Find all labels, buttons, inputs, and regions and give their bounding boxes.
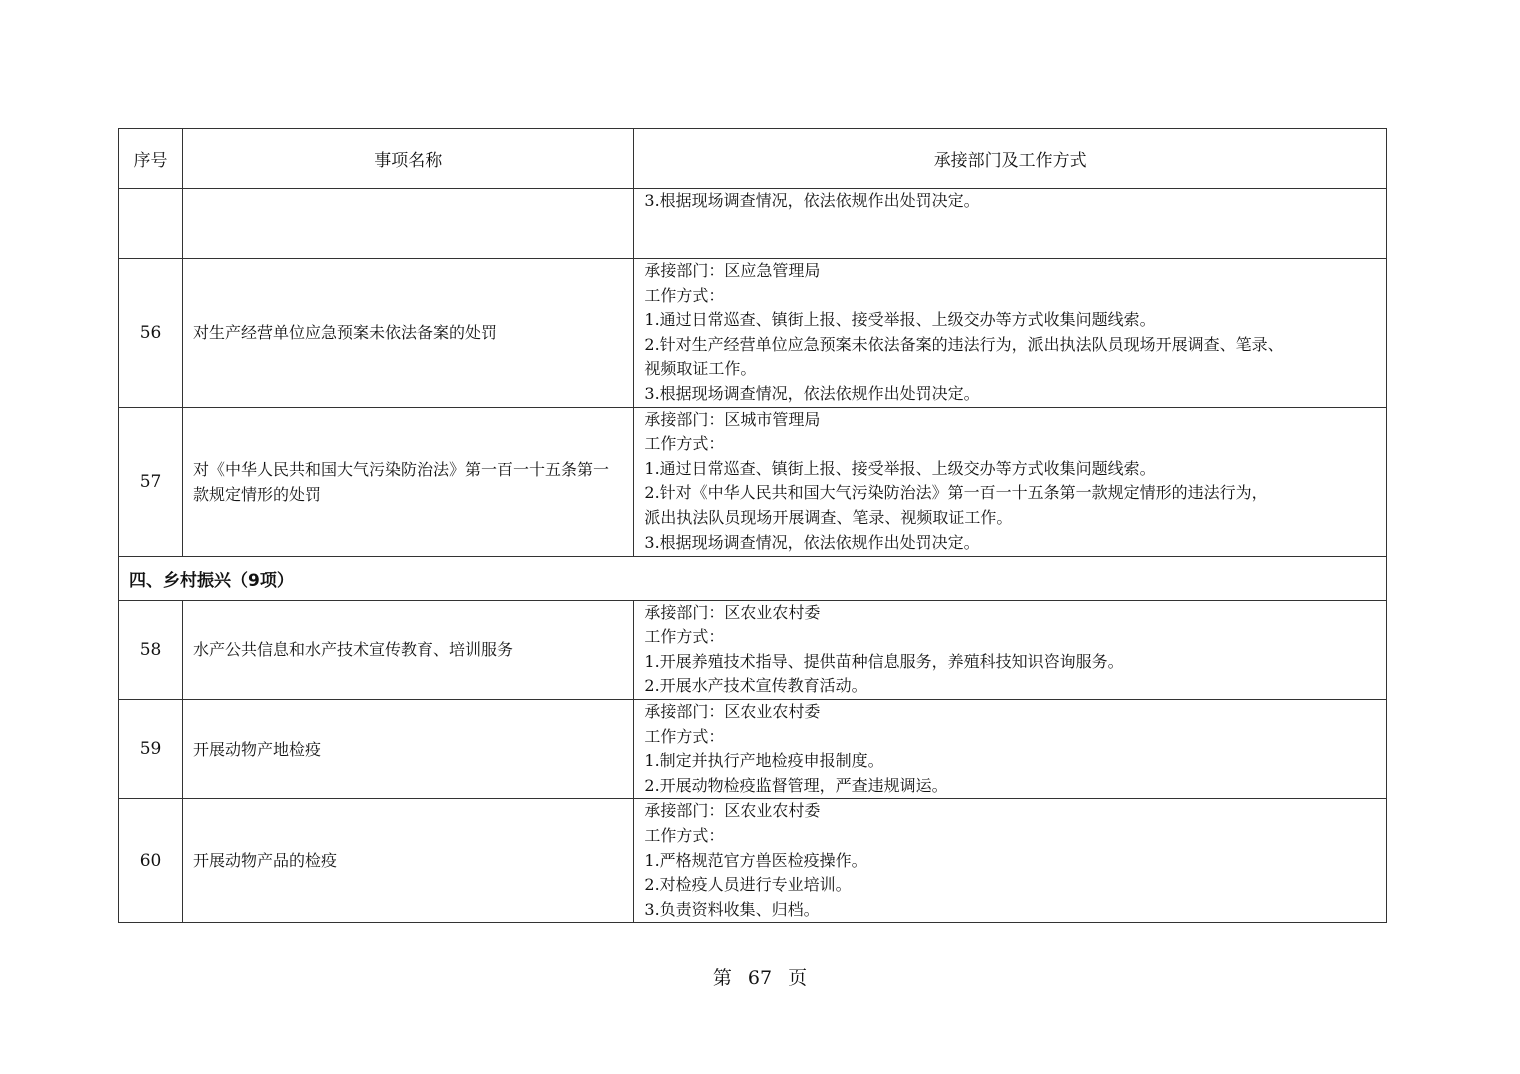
table-row — [119, 600, 1387, 699]
page-number — [0, 963, 1520, 990]
dept-line: 工作方式： — [644, 285, 725, 305]
section-row — [119, 556, 1387, 600]
dept-line: 承接部门：区农业农村委 — [644, 602, 821, 622]
dept-line: 1.制定并执行产地检疫申报制度。 — [644, 751, 884, 771]
page-suffix: 页 — [788, 967, 808, 989]
row-dept — [634, 600, 1387, 699]
row-no: 56 — [119, 259, 183, 408]
dept-line: 工作方式： — [644, 726, 725, 746]
row-dept — [634, 407, 1387, 556]
row-dept — [634, 699, 1387, 798]
row-dept — [634, 799, 1387, 923]
header-name: 事项名称 — [183, 129, 634, 189]
dept-line: 承接部门：区农业农村委 — [644, 701, 821, 721]
dept-line: 工作方式： — [644, 434, 725, 454]
dept-line: 3.根据现场调查情况，依法依规作出处罚决定。 — [644, 191, 980, 210]
items-table — [118, 128, 1387, 923]
row-name: 开展动物产品的检疫 — [183, 799, 634, 923]
dept-line: 3.根据现场调查情况，依法依规作出处罚决定。 — [644, 532, 980, 552]
dept-line: 1.通过日常巡查、镇街上报、接受举报、上级交办等方式收集问题线索。 — [644, 310, 1156, 330]
row-name — [183, 189, 634, 259]
table-row — [119, 699, 1387, 798]
row-dept — [634, 189, 1387, 259]
row-name: 对生产经营单位应急预案未依法备案的处罚 — [183, 259, 634, 408]
dept-line: 承接部门：区应急管理局 — [644, 261, 821, 280]
dept-line: 承接部门：区城市管理局 — [644, 409, 821, 429]
dept-line: 承接部门：区农业农村委 — [644, 801, 821, 821]
section-title: 四、乡村振兴（9项） — [119, 556, 1387, 600]
row-name: 开展动物产地检疫 — [183, 699, 634, 798]
dept-line: 1.通过日常巡查、镇街上报、接受举报、上级交办等方式收集问题线索。 — [644, 458, 1156, 478]
dept-line: 1.开展养殖技术指导、提供苗种信息服务，养殖科技知识咨询服务。 — [644, 651, 1124, 671]
dept-line: 2.开展动物检疫监督管理，严查违规调运。 — [644, 775, 948, 795]
table-row-continuation — [119, 189, 1387, 259]
dept-line: 2.针对《中华人民共和国大气污染防治法》第一百一十五条第一款规定情形的违法行为， — [644, 483, 1268, 503]
row-name: 对《中华人民共和国大气污染防治法》第一百一十五条第一款规定情形的处罚 — [183, 407, 634, 556]
dept-line: 工作方式： — [644, 825, 725, 845]
table-row — [119, 259, 1387, 408]
dept-line: 2.开展水产技术宣传教育活动。 — [644, 676, 868, 696]
dept-line: 工作方式： — [644, 627, 725, 647]
dept-line: 3.负责资料收集、归档。 — [644, 899, 820, 919]
table-header-row — [119, 129, 1387, 189]
row-no — [119, 189, 183, 259]
header-no: 序号 — [119, 129, 183, 189]
row-name: 水产公共信息和水产技术宣传教育、培训服务 — [183, 600, 634, 699]
row-no: 58 — [119, 600, 183, 699]
dept-line: 视频取证工作。 — [644, 359, 757, 379]
row-no: 57 — [119, 407, 183, 556]
table-row — [119, 799, 1387, 923]
dept-line: 2.针对生产经营单位应急预案未依法备案的违法行为，派出执法队员现场开展调查、笔录、 — [644, 334, 1284, 354]
dept-line: 1.严格规范官方兽医检疫操作。 — [644, 850, 868, 870]
page-prefix: 第 — [712, 967, 732, 989]
row-no: 60 — [119, 799, 183, 923]
dept-line: 派出执法队员现场开展调查、笔录、视频取证工作。 — [644, 507, 1013, 527]
row-no: 59 — [119, 699, 183, 798]
table-row — [119, 407, 1387, 556]
dept-line: 3.根据现场调查情况，依法依规作出处罚决定。 — [644, 383, 980, 403]
row-dept — [634, 259, 1387, 408]
dept-line: 2.对检疫人员进行专业培训。 — [644, 875, 852, 895]
page-value: 67 — [747, 967, 773, 989]
header-dept: 承接部门及工作方式 — [634, 129, 1387, 189]
